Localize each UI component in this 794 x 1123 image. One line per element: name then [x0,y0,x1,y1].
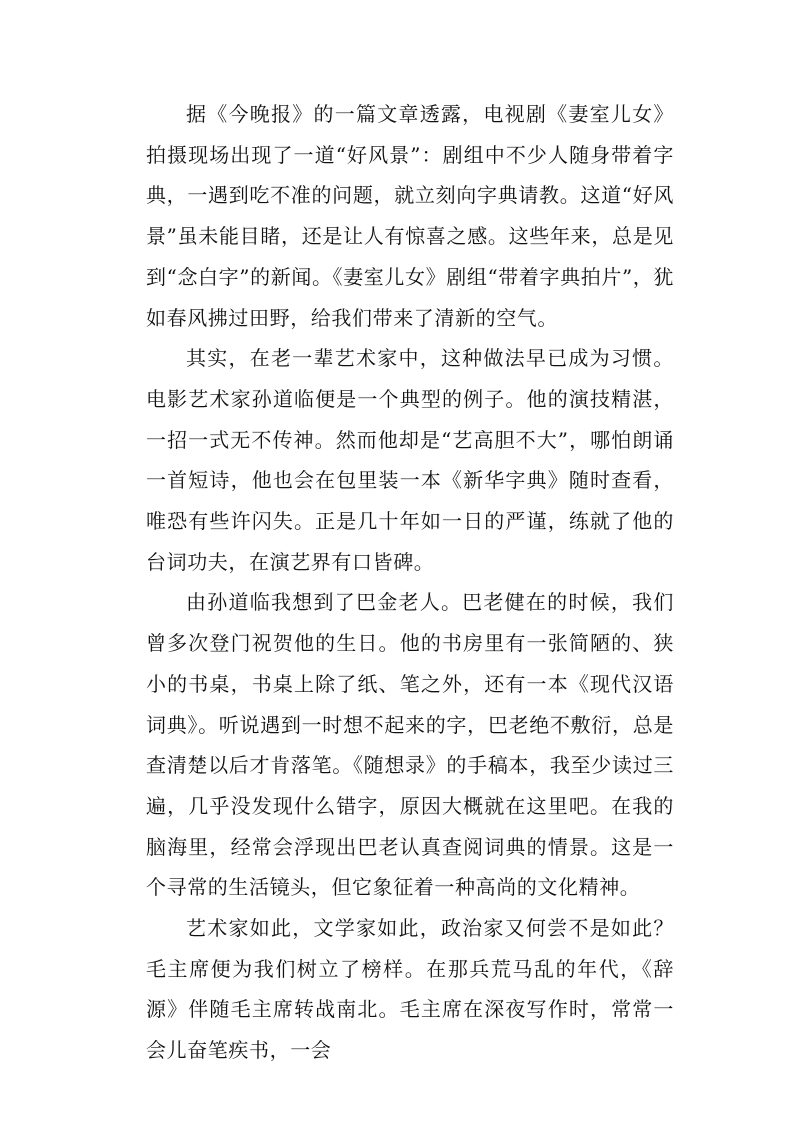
paragraph-2: 其实，在老一辈艺术家中，这种做法早已成为习惯。电影艺术家孙道临便是一个典型的例子。他的演技精湛，一招一式无不传神。然而他却是“艺高胆不大”，哪怕朗诵一首短诗，他也会在包里装一本《新华字典》随时查看，唯恐有些许闪失。正是几十年如一日的严谨，练就了他的台词功夫，在演艺界有口皆碑。 [146,346,674,574]
paragraph-3: 由孙道临我想到了巴金老人。巴老健在的时候，我们曾多次登门祝贺他的生日。他的书房里有一张简陋的、狭小的书桌，书桌上除了纸、笔之外，还有一本《现代汉语词典》。听说遇到一时想不起来的字，巴老绝不敷衍，总是查清楚以后才肯落笔。《随想录》的手稿本，我至少读过三遍，几乎没发现什么错字，原因大概就在这里吧。在我的脑海里，经常会浮现出巴老认真查阅词典的情景。这是一个寻常的生活镜头，但它象征着一种高尚的文化精神。 [146,590,674,900]
paragraph-4: 艺术家如此，文学家如此，政治家又何尝不是如此？毛主席便为我们树立了榜样。在那兵荒马乱的年代，《辞源》伴随毛主席转战南北。毛主席在深夜写作时，常常一会儿奋笔疾书，一会 [146,916,674,1063]
paragraph-1: 据《今晚报》的一篇文章透露，电视剧《妻室儿女》拍摄现场出现了一道“好风景”：剧组中不少人随身带着字典，一遇到吃不准的问题，就立刻向字典请教。这道“好风景”虽未能目睹，还是让人有惊喜之感。这些年来，总是见到“念白字”的新闻。《妻室儿女》剧组“带着字典拍片”，犹如春风拂过田野，给我们带来了清新的空气。 [146,102,674,330]
document-body [146,94,674,1071]
